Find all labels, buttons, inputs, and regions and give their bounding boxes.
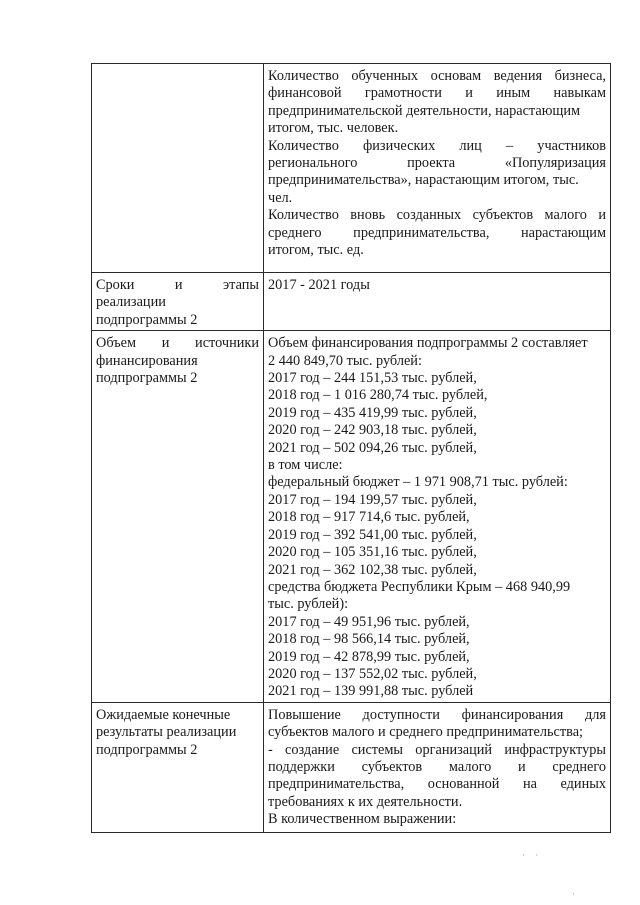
terms-value: 2017 - 2021 годы bbox=[268, 277, 370, 293]
funding-line: в том числе: bbox=[268, 457, 343, 474]
terms-label-cell bbox=[92, 273, 264, 331]
terms-label-line: реализации bbox=[96, 294, 166, 311]
funding-line: средства бюджета Республики Крым – 468 940,99 bbox=[268, 578, 571, 595]
indicator-line: итогом, тыс. человек. bbox=[268, 120, 399, 137]
funding-line: 2019 год – 42 878,99 тыс. рублей, bbox=[268, 648, 470, 665]
funding-line: 2020 год – 105 351,16 тыс. рублей, bbox=[268, 544, 477, 561]
table-row-terms bbox=[92, 273, 611, 331]
funding-label-line: Объем и источники bbox=[96, 335, 259, 352]
funding-line: 2018 год – 98 566,14 тыс. рублей, bbox=[268, 631, 470, 648]
funding-line: 2018 год – 1 016 280,74 тыс. рублей, bbox=[268, 387, 488, 404]
results-label-line: Ожидаемые конечные bbox=[96, 706, 231, 723]
indicators-value-cell bbox=[264, 64, 611, 273]
funding-line: 2019 год – 435 419,99 тыс. рублей, bbox=[268, 404, 477, 421]
results-line: В количественном выражении: bbox=[268, 811, 457, 828]
indicator-line: Количество вновь созданных субъектов малого и bbox=[268, 207, 606, 224]
indicator-line: Количество обученных основам ведения бизнеса, bbox=[268, 68, 606, 84]
terms-value-cell bbox=[264, 273, 611, 331]
funding-line: 2020 год – 137 552,02 тыс. рублей, bbox=[268, 665, 477, 682]
terms-label-line: Сроки и этапы bbox=[96, 277, 259, 293]
indicator-line: финансовой грамотности и иным навыкам bbox=[268, 85, 606, 102]
results-line: поддержки субъектов малого и среднего bbox=[268, 758, 606, 775]
table-row-funding bbox=[92, 331, 611, 703]
scan-speck: · · bbox=[522, 850, 543, 860]
indicator-line: итогом, тыс. ед. bbox=[268, 242, 364, 259]
funding-line: Объем финансирования подпрограммы 2 составляет bbox=[268, 335, 588, 352]
results-label-line: подпрограммы 2 bbox=[96, 741, 198, 758]
funding-line: 2017 год – 244 151,53 тыс. рублей, bbox=[268, 370, 477, 387]
subprogram-passport-table bbox=[91, 63, 611, 833]
funding-line: 2017 год – 49 951,96 тыс. рублей, bbox=[268, 613, 470, 630]
terms-label-line: подпрограммы 2 bbox=[96, 311, 198, 328]
funding-line: 2021 год – 502 094,26 тыс. рублей, bbox=[268, 439, 477, 456]
indicator-line: предпринимательства», нарастающим итогом, тыс. bbox=[268, 172, 579, 189]
funding-line: 2019 год – 392 541,00 тыс. рублей, bbox=[268, 526, 477, 543]
results-line: требованиях к их деятельности. bbox=[268, 793, 463, 810]
indicator-line: среднего предпринимательства, нарастающим bbox=[268, 224, 606, 241]
results-line: субъектов малого и среднего предпринимательства; bbox=[268, 724, 584, 741]
results-label-line: результаты реализации bbox=[96, 724, 237, 741]
funding-line: 2017 год – 194 199,57 тыс. рублей, bbox=[268, 491, 477, 508]
funding-value-cell bbox=[264, 331, 611, 703]
funding-label-cell bbox=[92, 331, 264, 703]
indicator-line: предпринимательской деятельности, нарастающим bbox=[268, 102, 581, 119]
funding-line: тыс. рублей): bbox=[268, 596, 349, 613]
indicator-line: Количество физических лиц – участников bbox=[268, 137, 606, 154]
funding-line: 2018 год – 917 714,6 тыс. рублей, bbox=[268, 509, 470, 526]
indicator-line: регионального проекта «Популяризация bbox=[268, 155, 606, 172]
funding-line: 2021 год – 362 102,38 тыс. рублей, bbox=[268, 561, 477, 578]
funding-line: 2021 год – 139 991,88 тыс. рублей bbox=[268, 683, 474, 700]
results-value-cell bbox=[264, 702, 611, 832]
results-line: - создание системы организаций инфраструктуры bbox=[268, 741, 606, 758]
table-row-target-indicators bbox=[92, 64, 611, 273]
scan-speck: · bbox=[572, 889, 579, 899]
table-row-expected-results bbox=[92, 702, 611, 832]
indicators-label-cell bbox=[92, 64, 264, 273]
results-line: Повышение доступности финансирования для bbox=[268, 706, 606, 723]
funding-line: 2020 год – 242 903,18 тыс. рублей, bbox=[268, 422, 477, 439]
funding-line: 2 440 849,70 тыс. рублей: bbox=[268, 352, 422, 369]
funding-line: федеральный бюджет – 1 971 908,71 тыс. рублей: bbox=[268, 474, 568, 491]
indicator-line: чел. bbox=[268, 189, 293, 206]
results-label-cell bbox=[92, 702, 264, 832]
funding-label-line: финансирования bbox=[96, 352, 198, 369]
funding-label-line: подпрограммы 2 bbox=[96, 370, 198, 387]
results-line: предпринимательства, основанной на единых bbox=[268, 776, 606, 793]
